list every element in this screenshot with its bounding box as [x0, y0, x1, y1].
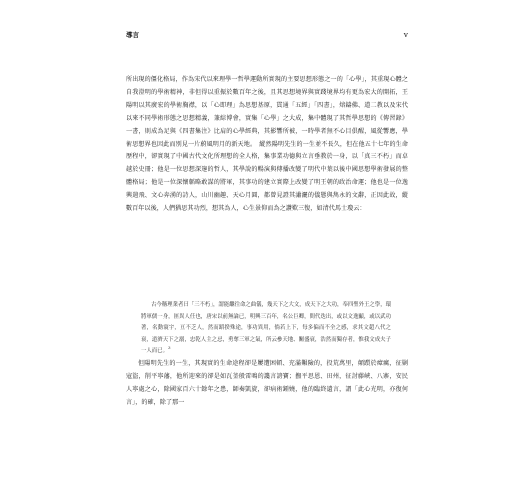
- chapter-title: 導言: [126, 31, 139, 39]
- page-number: v: [403, 30, 408, 39]
- block-quote-text: 古今稱理業者曰「三不朽」，謂能繼往命之曲儀，幾天下之大文，成天下之大功，奉四聖外王之學，環將軍儒一身，匪異人任也，唐宋以前無論已，明興三百年，名公巨卿，間代迭出，或以文逸顯，或以武功著，名動寰宇，亘不乏人，然而蹈揆殊途，事功異用，倘若上下，每多偏而不全之感，求其文超八代之衰，道濟天下之溺，忠乾人主之忌，勇奪三軍之氣，所云參天地、關盛衰，浩然而獨存者，惟我文成夫子一人而已。: [141, 302, 391, 355]
- body-paragraph-2: 但陽明先生的一生，其現實的生命途程卻是屢遭困頓、充滿艱險的，投荒萬里，顛躓於瘴癘，征剿寇盜，削平寧藩，他所迎來的卻是如瓦釜般雷鳴的讒言謗寶；撫平思恩、田州，征討藤峽、八寨，安民人寧處之心，除國家百六十餘年之患，師奏凱旋，卻病術鍾嬈，他的臨終遺言，謂「此心光明，亦復何言」，的確，除了那一: [126, 360, 408, 406]
- footnote-marker: 3: [167, 345, 171, 351]
- body-paragraph-1: 所出現的僵化格局，作為宋代以來理學一哲學運動所實現的主要思想形態之一的「心學」，其重現心體之自我澄明的學術精神，非但得以重振於數百年之後，且其思想境界與實踐境界均有更為宏大的開拓，王陽明以其廣宏的學術胸襟，以「心即理」為思想基原，貫通「五經」「四書」，熔鑄佛、道二教以及宋代以來不同學術形態之思想精義，兼綜博會，實集「心學」之大成，集中體現了其哲學思想的《傳習錄》一書，則成為足與《四書集注》比肩的心學經典，其影響所被，一時學者無不心目俱醒，風從響應，學術思想界也因此而別見一片蔚風明月的新天地。 縱然陽明先生的一生並不長久，但在他五十七年的生命歷程中，卻實現了中國古代文化所理想的全人格，集事業功德與立言垂教於一身，以「真三不朽」而卓越於史冊；他是一位思想深邃的哲人，其學說的暢演與傳播改變了明代中葉以後中國思想學術發展的整體格局；他是一位深懷韜略敢謀的將軍，其事功的建立實際上改變了明王朝的政治命運；他也是一位逸興遄飛、文心奔湧的詩人，山川幽趣、天心月圓，都曾見證其瀟灑的儀態與雋永的文辭，正因此故，縱數百年以後，人們猶思其功烈，想其為人，心生景仰而為之讚歎三復，如清代馬士瓊云：: [126, 76, 408, 213]
- block-quote: [141, 300, 391, 358]
- running-header: [126, 30, 408, 44]
